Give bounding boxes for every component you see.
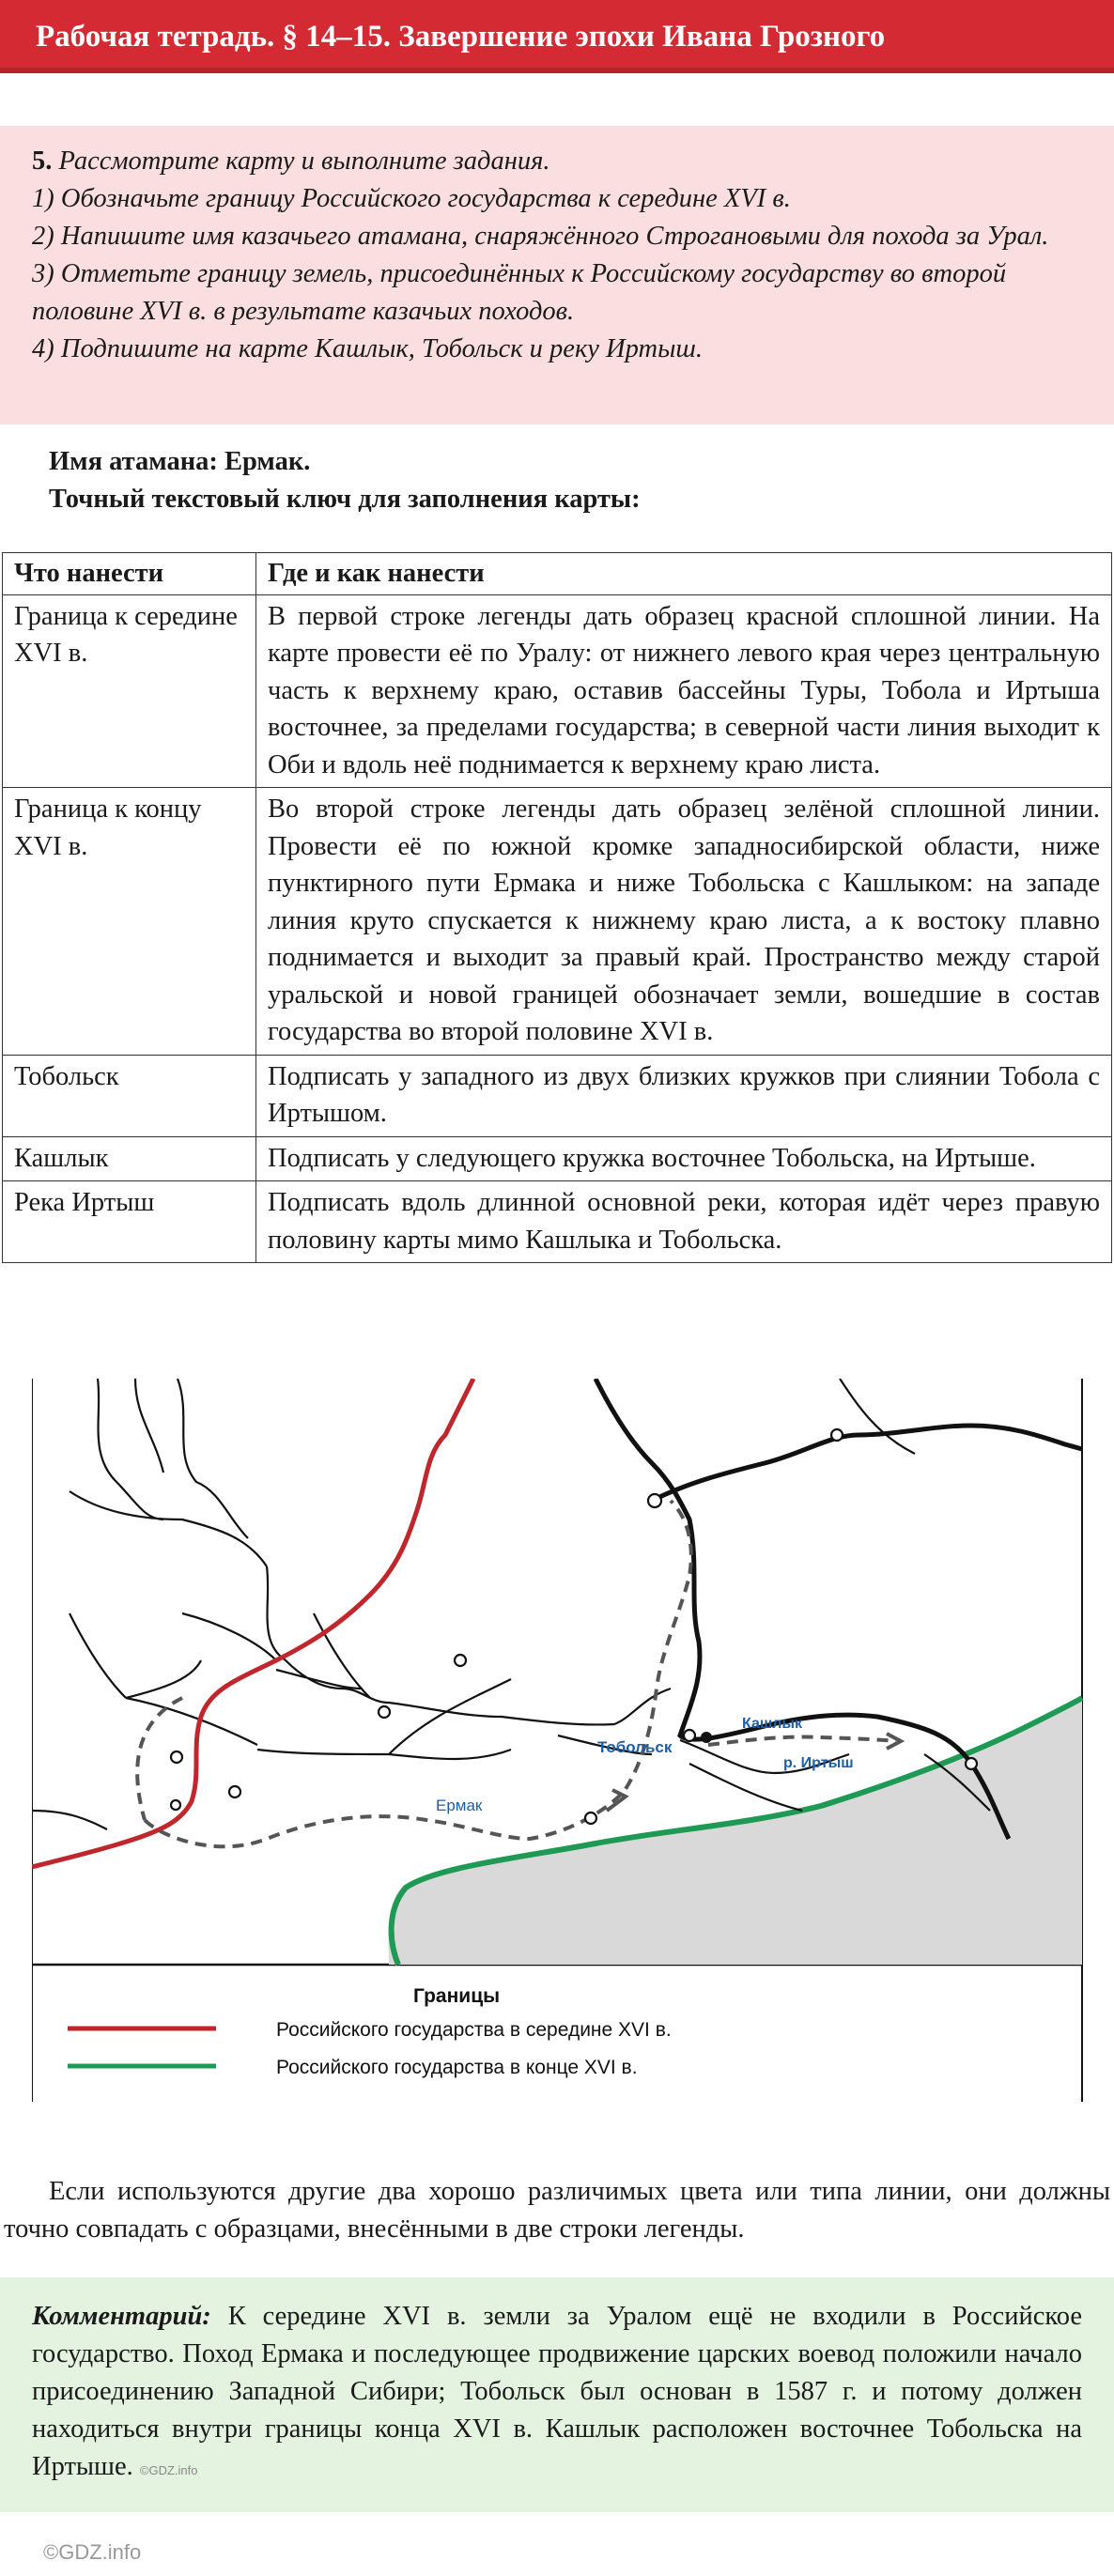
- table-cell-what: Граница к середине XVI в.: [3, 594, 256, 788]
- map-svg: [32, 1379, 1084, 2104]
- task-line-1: 1) Обозначьте границу Российского государства к середине XVI в.: [32, 184, 791, 213]
- town-markers: [171, 1429, 977, 1824]
- town-marker: [684, 1730, 695, 1741]
- town-marker: [831, 1429, 843, 1441]
- task-line-4: 4) Подпишите на карте Кашлык, Тобольск и реку Иртыш.: [32, 334, 704, 363]
- table-cell-how: В первой строке легенды дать образец красной сплошной линии. На карте провести её по Уралу: от нижнего левого края через центральную часть к верхнему краю, оставив бассейны Туры, Тобола и Иртыша восточнее, за пределами государства; в северной части линия выходит к Оби и вдоль неё поднимается к верхнему краю листа.: [256, 594, 1112, 788]
- lowland-area: [388, 1698, 1082, 1965]
- answer-block: [49, 443, 641, 518]
- town-marker: [966, 1758, 977, 1769]
- table-row: [3, 1136, 1112, 1181]
- table-cell-what: Граница к концу XVI в.: [3, 788, 256, 1056]
- label-kashlyk: Кашлык: [742, 1716, 803, 1732]
- label-tobolsk: Тобольск: [597, 1738, 673, 1756]
- ataman-answer: Имя атамана: Ермак.: [49, 447, 311, 476]
- table-cell-how: Подписать вдоль длинной основной реки, которая идёт через правую половину карты мимо Кашлыка и Тобольска.: [256, 1181, 1112, 1263]
- table-cell-what: Река Иртыш: [3, 1181, 256, 1263]
- table-row: [3, 594, 1112, 788]
- ermak-route: [145, 1501, 691, 1846]
- town-marker: [229, 1786, 240, 1797]
- comment-label: Комментарий:: [32, 2302, 211, 2331]
- table-cell-how: Подписать у следующего кружка восточнее Тобольска, на Иртыше.: [256, 1136, 1112, 1181]
- border-mid-xvi: [32, 1379, 473, 1867]
- kashlyk-marker: [701, 1732, 712, 1743]
- task-number: 5.: [32, 147, 53, 176]
- table-row: [3, 1181, 1112, 1263]
- key-title: Точный текстовый ключ для заполнения карты:: [49, 485, 641, 514]
- town-marker: [455, 1655, 466, 1666]
- table-cell-what: Тобольск: [3, 1055, 256, 1136]
- legend-label-mid: Российского государства в середине XVI в.: [276, 2019, 672, 2041]
- legend-title: Границы: [413, 1985, 501, 2007]
- task-line-2: 2) Напишите имя казачьего атамана, снаряжённого Строгановыми для похода за Урал.: [32, 222, 1049, 251]
- legend-label-end: Российского государства в конце XVI в.: [276, 2057, 638, 2078]
- page-header: [0, 0, 1114, 73]
- legend-note: Если используются другие два хорошо различимых цвета или типа линии, они должны точно совпадать с образцами, внесёнными в две строки легенды.: [4, 2177, 1110, 2244]
- task-line-3: 3) Отметьте границу земель, присоединённых к Российскому государству во второй половине XVI в. в результате казачьих походов.: [32, 259, 1007, 326]
- page-title: Рабочая тетрадь. § 14–15. Завершение эпохи Ивана Грозного: [36, 20, 886, 54]
- comment-text: К середине XVI в. земли за Уралом ещё не входили в Российское государство. Поход Ермака и последующее продвижение царских воевод положили начало присоединению Западной Сибири; Тобольск был основан в 1587 г. и потому должен находиться внутри границы конца XVI в. Кашлык расположен восточнее Тобольска на Иртыше.: [32, 2302, 1083, 2481]
- table-header-what: Что нанести: [3, 553, 256, 595]
- table-row: [3, 1055, 1112, 1136]
- footer-copyright: ©GDZ.info: [43, 2540, 142, 2564]
- town-marker: [171, 1751, 182, 1763]
- comment-block: [0, 2277, 1114, 2512]
- history-map: [32, 1379, 1084, 2104]
- label-ermak: Ермак: [436, 1797, 483, 1814]
- table-header-how: Где и как нанести: [256, 553, 1112, 595]
- table-cell-how: Во второй строке легенды дать образец зелёной сплошной линии. Провести её по южной кромке западносибирской области, ниже пунктирного пути Ермака и ниже Тобольска с Кашлыком: на западе линия круто спускается к нижнему краю листа, а к востоку плавно поднимается и выходит за правый край. Пространство между старой уральской и новой границей обозначает земли, вошедшие в состав государства во второй половине XVI в.: [256, 788, 1112, 1056]
- river-ob: [652, 1426, 1082, 1501]
- kashlyk-route: [708, 1737, 896, 1745]
- town-marker: [585, 1812, 596, 1824]
- table-cell-how: Подписать у западного из двух близких кружков при слиянии Тобола с Иртышом.: [256, 1055, 1112, 1136]
- town-marker: [379, 1706, 390, 1718]
- town-marker: [648, 1494, 661, 1507]
- kashlyk-route-arrow: [887, 1734, 901, 1749]
- town-marker: [171, 1800, 180, 1810]
- task-block: [0, 126, 1114, 424]
- key-table: [2, 552, 1112, 1263]
- label-irtysh: р. Иртыш: [783, 1755, 854, 1771]
- comment-watermark: ©GDZ.info: [139, 2463, 198, 2477]
- table-cell-what: Кашлык: [3, 1136, 256, 1181]
- table-row: [3, 788, 1112, 1056]
- table-header-row: [3, 553, 1112, 595]
- task-line-0: 5. Рассмотрите карту и выполните задания.: [32, 147, 550, 176]
